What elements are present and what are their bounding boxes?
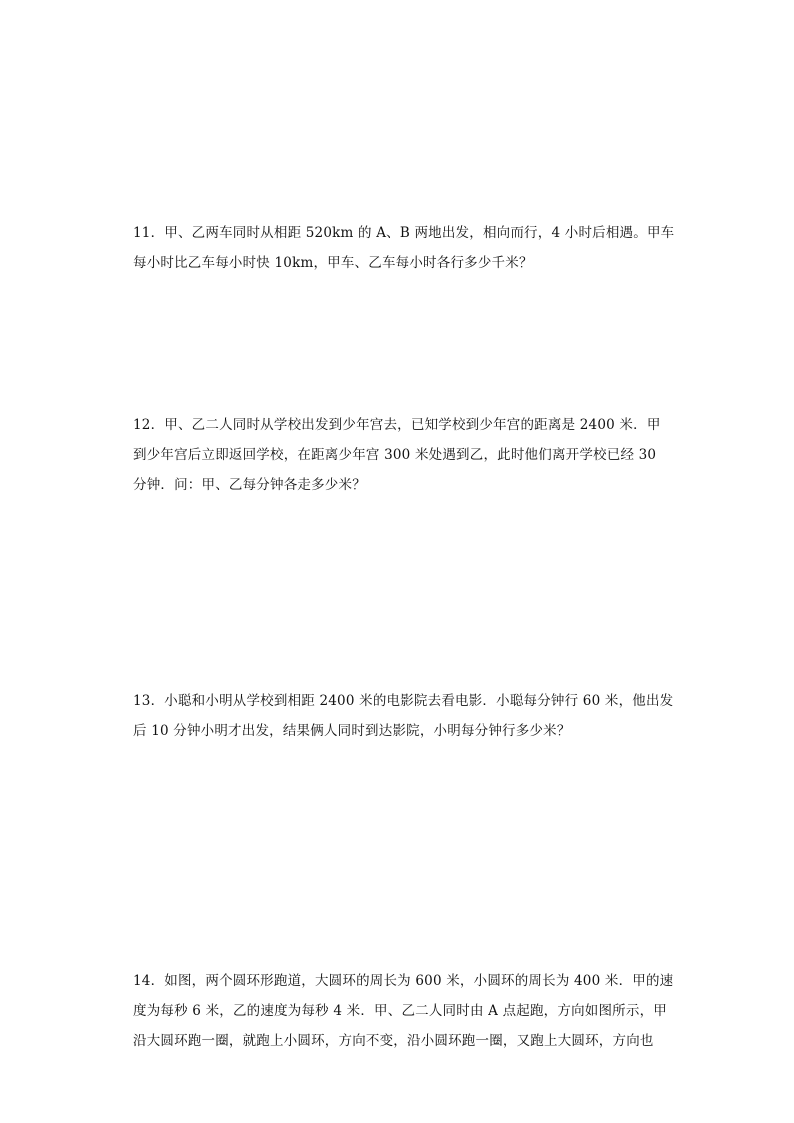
problem-14-line-1: 14．如图，两个圆环形跑道，大圆环的周长为 600 米，小圆环的周长为 400 米．甲的速 xyxy=(133,973,674,989)
problem-14-line-2: 度为每秒 6 米，乙的速度为每秒 4 米．甲、乙二人同时由 A 点起跑，方向如图所示，甲 xyxy=(133,1003,667,1019)
problem-14-line-3: 沿大圆环跑一圈，就跑上小圆环，方向不变，沿小圆环跑一圈，又跑上大圆环，方向也 xyxy=(133,1033,654,1049)
problem-13-line-2: 后 10 分钟小明才出发，结果俩人同时到达影院，小明每分钟行多少米？ xyxy=(133,723,571,739)
problem-11-line-1: 11．甲、乙两车同时从相距 520km 的 A、B 两地出发，相向而行，4 小时后相遇。甲车 xyxy=(133,225,675,241)
problem-12 xyxy=(133,410,663,500)
problem-12-line-2: 到少年宫后立即返回学校，在距离少年宫 300 米处遇到乙，此时他们离开学校已经 30 xyxy=(133,447,657,463)
problem-12-line-3: 分钟．问：甲、乙每分钟各走多少米？ xyxy=(133,477,366,493)
problem-13-line-1: 13．小聪和小明从学校到相距 2400 米的电影院去看电影．小聪每分钟行 60 米，他出发 xyxy=(133,693,674,709)
problem-12-line-1: 12．甲、乙二人同时从学校出发到少年宫去，已知学校到少年宫的距离是 2400 米．甲 xyxy=(133,417,661,433)
problem-14 xyxy=(133,966,674,1056)
problem-11-line-2: 每小时比乙车每小时快 10km，甲车、乙车每小时各行多少千米？ xyxy=(133,255,533,271)
problem-13 xyxy=(133,686,674,746)
problem-11 xyxy=(133,218,675,278)
